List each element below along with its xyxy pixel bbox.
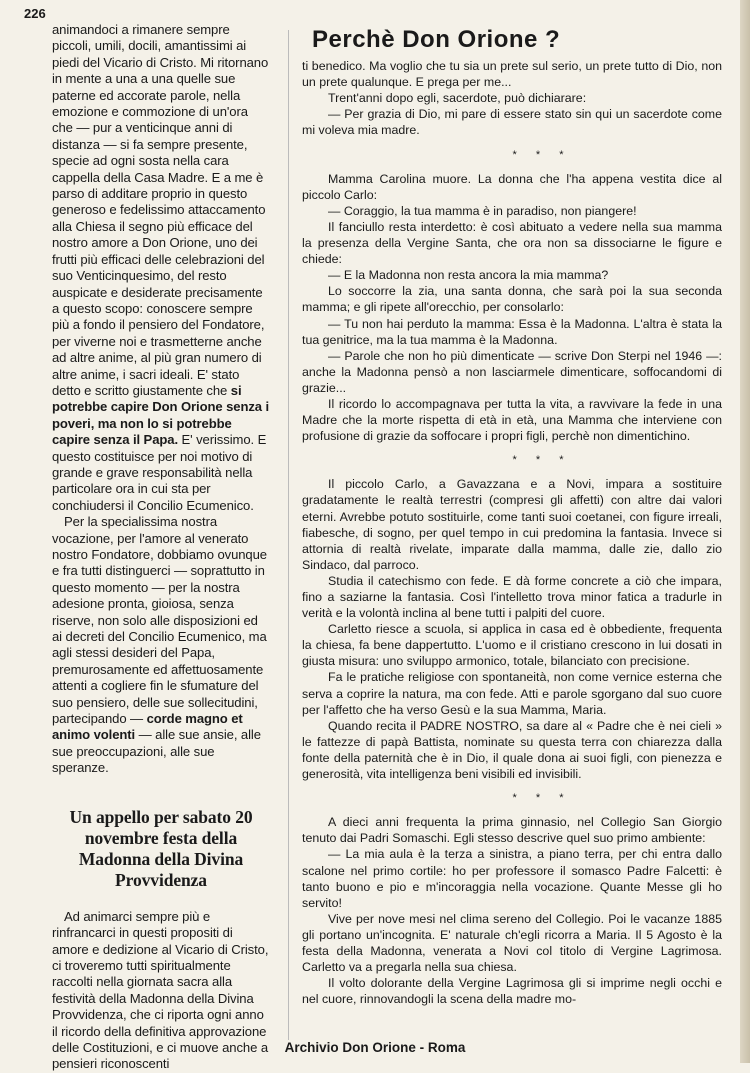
paragraph: Il volto dolorante della Vergine Lagrimosa gli si imprime negli occhi e nel cuore, rinnovandogli la scena della madre mo- — [302, 976, 722, 1007]
paragraph: — E la Madonna non resta ancora la mia mamma? — [328, 268, 609, 283]
paragraph: Vive per nove mesi nel clima sereno del Collegio. Poi le vacanze 1885 gli portano un'incognita. E' naturale ch'egli ricorra a Maria. Il 5 Agosto è la festa della Madonna, venerata a Novi col titolo di Vergine Lagrimosa. Carletto va a pregarla nella sua chiesa. — [302, 911, 722, 975]
paragraph: ti benedico. Ma voglio che tu sia un prete sul serio, un prete tutto di Dio, non un prete qualunque. E prega per me... — [302, 59, 722, 90]
paragraph: Trent'anni dopo egli, sacerdote, può dichiarare: — [328, 91, 587, 106]
paragraph: — La mia aula è la terza a sinistra, a piano terra, per chi entra dallo scalone nel primo cortile: ho per professore il somasco Padre Falcetti: è tanto buono e pio e m'incoraggia nella vocazione. Quante Messe gli ho servito! — [302, 847, 722, 910]
page-number: 226 — [24, 6, 46, 21]
paragraph: Lo soccorre la zia, una santa donna, che sarà poi la sua seconda mamma; e gli ripete all'orecchio, per consolarlo: — [302, 284, 722, 315]
paragraph: Studia il catechismo con fede. E dà forme concrete a ciò che impara, fino a saziarne la fantasia. Così l'intelletto trova minor fatica a tradurle in verità e la volontà inclina al bene tutti i palpiti del cuore. — [302, 573, 722, 621]
left-paragraph-3: Ad animarci sempre più e rinfrancarci in questi propositi di amore e dedizione al Vicario di Cristo, ci troveremo tutti spiritualmente raccolti nella giornata sacra alla festività della Madonna della Divina Provvidenza, che ci riporta ogni anno il ricordo della definitiva approvazione delle Costituzioni, e ci muove anche a pensieri riconoscenti — [52, 908, 269, 1072]
paragraph: Fa le pratiche religiose con spontaneità, non come vernice esterna che serva a coprire la natura, ma con fede. Atti e parole sgorgano dal suo cuore per l'affetto che ha verso Gesù e la sua Mamma, Maria. — [302, 670, 722, 717]
bold-quote: si potrebbe capire Don Orione senza i poveri, ma non lo si potrebbe capire senza il Papa. — [52, 382, 270, 448]
left-paragraph-1 — [52, 22, 270, 514]
text-run: Per la specialissima nostra vocazione, per l'amore al venerato nostro Fondatore, dobbiamo ovunque e fra tutti distinguerci — soprattutto in questo momento — per la nostra adesione pronta, gioiosa, senza riserve, non solo alle disposizioni ed ai decreti del Concilio Ecumenico, ma agli stessi desideri del Papa, premurosamente ed affettuosamente attenti a cogliere fin le sfumature del suo pensiero, delle sue sollecitudini, partecipando — — [52, 514, 267, 727]
paragraph: Carletto riesce a scuola, si applica in casa ed è obbediente, frequenta la chiesa, fa bene dappertutto. L'uomo e il cristiano crescono in lui dosati in giusta misura: uno sviluppo armonico, totale, bilanciato con precisione. — [302, 622, 722, 669]
paragraph: A dieci anni frequenta la prima ginnasio, nel Collegio San Giorgio tenuto dai Padri Somaschi. Egli stesso descrive quel suo primo ambiente: — [302, 815, 722, 846]
paragraph: Il fanciullo resta interdetto: è così abituato a vedere nella sua mamma la presenza della Vergine Santa, che ora non sa dissociarne le figure e chiede: — [302, 219, 722, 267]
left-paragraph-2 — [52, 514, 270, 777]
archive-footer: Archivio Don Orione - Roma — [284, 1040, 466, 1055]
bold-latin: corde magno et animo volenti — [52, 711, 243, 743]
paragraph: — Per grazia di Dio, mi pare di essere stato sin qui un sacerdote come mi voleva mia madre. — [302, 107, 722, 138]
column-divider — [288, 30, 289, 1040]
section-separator: * * * — [512, 454, 572, 467]
section-separator: * * * — [512, 148, 572, 161]
text-run: — alle sue ansie, alle sue preoccupazioni, alle sue speranze. — [52, 727, 261, 776]
paragraph: — Tu non hai perduto la mamma: Essa è la Madonna. L'altra è stata la tua genitrice, ma la tua mamma è la Madonna. — [302, 316, 722, 347]
paragraph: — Coraggio, la tua mamma è in paradiso, non piangere! — [328, 203, 637, 218]
section-heading: Un appello per sabato 20 novembre festa della Madonna della Divina Provvidenza — [69, 806, 253, 890]
page-edge — [740, 0, 750, 1063]
paragraph: Mamma Carolina muore. La donna che l'ha appena vestita dice al piccolo Carlo: — [302, 171, 722, 202]
paragraph: Il ricordo lo accompagnava per tutta la vita, a ravvivare la fede in una Madre che la morte rispetta di età in età, una Mamma che interviene con profusione di grazie da soffocare i propri figli, perchè non dimentichino. — [302, 396, 722, 444]
left-column — [52, 22, 270, 1073]
paragraph: — Parole che non ho più dimenticate — scrive Don Sterpi nel 1946 —: anche la Madonna pensò a non lasciarmele dimenticare, soffocandomi di grazie... — [302, 348, 722, 395]
section-separator: * * * — [512, 792, 572, 805]
right-column — [302, 28, 722, 1007]
text-run: animandoci a rimanere sempre piccoli, umili, docili, amantissimi ai piedi del Vicario di Cristo. Mi ritornano in mente a una a una quelle sue paterne ed accorate parole, nella emozione e commozione di un'ora che — pur a venticinque anni di distanza — si fa sempre presente, specie ad ogni sosta nella cara cappella della Casa Madre. E a me è parso di additare proprio in questo generoso e fedelissimo attaccamento alla Chiesa il segno più efficace del nostro amore a Don Orione, uno dei frutti più efficaci delle celebrazioni del suo Venticinquesimo, del resto auspicate e desiderate precisamente a questo scopo: conoscere sempre più a fondo il pensiero del Fondatore, per viverne noi e trasmetterne anche ad altre anime, al più gran numero di altre anime, i sacri ideali. E' stato detto e scritto giustamente che — [52, 22, 269, 398]
article-title: Perchè Don Orione ? — [312, 26, 561, 53]
paragraph: Il piccolo Carlo, a Gavazzana e a Novi, impara a sostituire gradatamente le realtà terrestri (compresi gli affetti) con altre dai valori eterni. Avrebbe potuto sostituirle, come tanti suoi coetanei, con figure irreali, fiabesche, di sogno, per quel tempo in cui predomina la fantasia. Invece si attornia di realtà rivelate, imparate dalla mamma, dalle zie, dallo zio Sindaco, dal parroco. — [302, 477, 722, 572]
paragraph: Quando recita il PADRE NOSTRO, sa dare al « Padre che è nei cieli » le fattezze di papà Battista, nominate su questa terra con chiarezza dalla fonte della paternità che è in Dio, il quale dona ai suoi figli, con pienezza e generosità, vita intelligenza beni visibili ed invisibili. — [302, 718, 722, 782]
text-run: E' verissimo. E questo costituisce per noi motivo di grande e grave responsabilità nella particolare ora in cui sta per conchiudersi il Concilio Ecumenico. — [52, 432, 267, 513]
